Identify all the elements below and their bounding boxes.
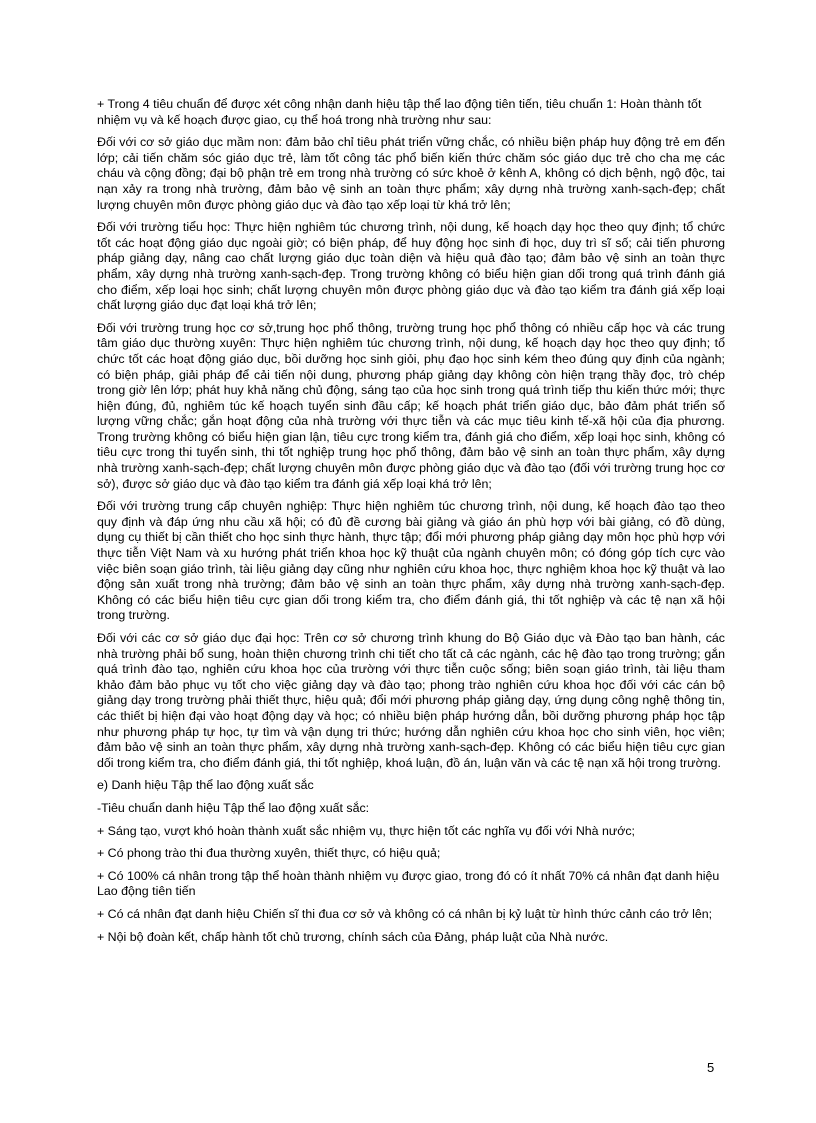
document-body (97, 97, 725, 952)
criteria-heading: -Tiêu chuẩn danh hiệu Tập thể lao động xuất sắc: (97, 800, 370, 815)
page-number: 5 (707, 1060, 715, 1075)
paragraph-vocational-school: Đối với trường trung cấp chuyên nghiệp: Thực hiện nghiêm túc chương trình, nội dung, kế hoạch đào tạo theo quy định và đáp ứng nhu cầu xã hội; có đủ đề cương bài giảng và giáo án phù hợp với bài giảng, có đồ dùng, dụng cụ thiết bị cần thiết cho học sinh thực hành, thực tập; đổi mới phương pháp giảng dạy môn học phù hợp với thực tiễn Việt Nam và xu hướng phát triển khoa học kỹ thuật của ngành chuyên môn; có đóng góp tích cực vào việc biên soạn giáo trình, tài liệu giảng dạy cũng như nghiên cứu khoa học, thực nghiệm khoa học kỹ thuật và lao động sản xuất trong nhà trường; đảm bảo vệ sinh an toàn thực phẩm, xây dựng nhà trường xanh-sạch-đẹp. Không có các biểu hiện tiêu cực gian dối trong kiểm tra, cho điểm đánh giá, thi tốt nghiệp và các tệ nạn xã hội trong trường. (97, 499, 725, 623)
criteria-item: + Có 100% cá nhân trong tập thể hoàn thành nhiệm vụ được giao, trong đó có ít nhất 70% cá nhân đạt danh hiệu Lao động tiên tiến (97, 868, 720, 899)
paragraph-secondary-school: Đối với trường trung học cơ sở,trung học phổ thông, trường trung học phổ thông có nhiều cấp học và các trung tâm giáo dục thường xuyên: Thực hiện nghiêm túc chương trình, nội dung, kế hoạch dạy học theo quy định; tổ chức tốt các hoạt động giáo dục, bồi dưỡng học sinh giỏi, phụ đạo học sinh kém theo đúng quy định của ngành; có biện pháp, giải pháp để cải tiến nội dung, phương pháp giảng dạy không còn hiện trạng thầy đọc, trò chép trong giờ lên lớp; phát huy khả năng chủ động, sáng tạo của học sinh trong quá trình tiếp thu kiến thức mới; thực hiện đúng, đủ, nghiêm túc kế hoạch tuyển sinh đầu cấp; kế hoạch phát triển giáo dục, bảo đảm phát triển số lượng vững chắc; gắn hoạt động của nhà trường với thực tiễn và các mục tiêu kinh tế-xã hội của địa phương. Trong trường không có biểu hiện gian lận, tiêu cực trong kiểm tra, đánh giá cho điểm, xếp loại học sinh, không có tiêu cực trong thi tuyển sinh, thi tốt nghiệp trung học phổ thông, đảm bảo vệ sinh an toàn thực phẩm, xây dựng nhà trường xanh-sạch-đẹp; chất lượng chuyên môn được phòng giáo dục và đào tạo (đối với trường trung học cơ sở), được sở giáo dục và đào tạo kiểm tra đánh giá xếp loại khá trở lên; (97, 320, 725, 491)
criteria-item: + Sáng tạo, vượt khó hoàn thành xuất sắc nhiệm vụ, thực hiện tốt các nghĩa vụ đối với Nhà nước; (97, 823, 635, 838)
criteria-item: + Nội bộ đoàn kết, chấp hành tốt chủ trương, chính sách của Đảng, pháp luật của Nhà nước. (97, 929, 609, 944)
paragraph-university: Đối với các cơ sở giáo dục đại học: Trên cơ sở chương trình khung do Bộ Giáo dục và Đào tạo ban hành, các nhà trường phải bổ sung, hoàn thiện chương trình chi tiết cho tất cả các ngành, các hệ đào tạo trong trường; gắn quá trình đào tạo, nghiên cứu khoa học của trường với thực tiễn cuộc sống; biên soạn giáo trình, tài liệu tham khảo đảm bảo phục vụ tốt cho việc giảng dạy và đào tạo; phong trào nghiên cứu khoa học đối với các cán bộ giảng dạy trong trường phải thiết thực, hiệu quả; đổi mới phương pháp giảng dạy, ứng dụng công nghệ thông tin, các thiết bị hiện đại vào hoạt động dạy và học; có nhiều biện pháp hướng dẫn, bồi dưỡng phương pháp học tập như phương pháp tự học, tự tìm và vận dụng tri thức; hướng dẫn nghiên cứu khoa học cho sinh viên, học viên; đảm bảo vệ sinh an toàn thực phẩm, xây dựng nhà trường xanh-sạch-đẹp. Không có các biểu hiện tiêu cực gian dối trong kiểm tra, cho điểm đánh giá, thi tốt nghiệp, khoá luận, đồ án, luận văn và các tệ nạn xã hội trong trường. (97, 631, 725, 770)
paragraph-primary-school: Đối với trường tiểu học: Thực hiện nghiêm túc chương trình, nội dung, kế hoạch dạy học theo quy định; tổ chức tốt các hoạt động giáo dục ngoài giờ; có biện pháp, để huy động học sinh đi học, duy trì sĩ số; cải tiến phương pháp giảng dạy, nâng cao chất lượng giáo dục toàn diện và hiệu quả đào tạo; đảm bảo vệ sinh an toàn thực phẩm, xây dựng nhà trường xanh-sạch-đẹp. Trong trường không có biểu hiện gian dối trong quá trình đánh giá cho điểm, xếp loại học sinh; chất lượng chuyên môn được phòng giáo dục và đào tạo kiểm tra đánh giá xếp loại chất lượng giáo dục đạt loại khá trở lên; (97, 220, 725, 313)
paragraph-intro: + Trong 4 tiêu chuẩn để được xét công nhận danh hiệu tập thể lao động tiên tiến, tiêu chuẩn 1: Hoàn thành tốt nhiệm vụ và kế hoạch được giao, cụ thể hoá trong nhà trường như sau: (97, 97, 702, 127)
section-heading-excellent-collective: e) Danh hiệu Tập thể lao động xuất sắc (97, 778, 314, 793)
paragraph-preschool: Đối với cơ sở giáo dục mầm non: đảm bảo chỉ tiêu phát triển vững chắc, có nhiều biện pháp huy động trẻ em đến lớp; cải tiến chăm sóc giáo dục trẻ, làm tốt công tác phổ biến kiến thức chăm sóc giáo dục trẻ cho cha mẹ các cháu và cộng đồng; đại bộ phận trẻ em trong nhà trường có sức khoẻ ở kênh A, không có dịch bệnh, ngộ độc, tai nạn xảy ra trong nhà trường, đảm bảo vệ sinh an toàn thực phẩm; xây dựng nhà trường xanh-sạch-đẹp; chất lượng chuyên môn được phòng giáo dục và đào tạo xếp loại từ khá trở lên; (97, 135, 725, 212)
criteria-item: + Có cá nhân đạt danh hiệu Chiến sĩ thi đua cơ sở và không có cá nhân bị kỷ luật từ hình thức cảnh cáo trở lên; (97, 906, 713, 921)
criteria-item: + Có phong trào thi đua thường xuyên, thiết thực, có hiệu quả; (97, 846, 441, 861)
